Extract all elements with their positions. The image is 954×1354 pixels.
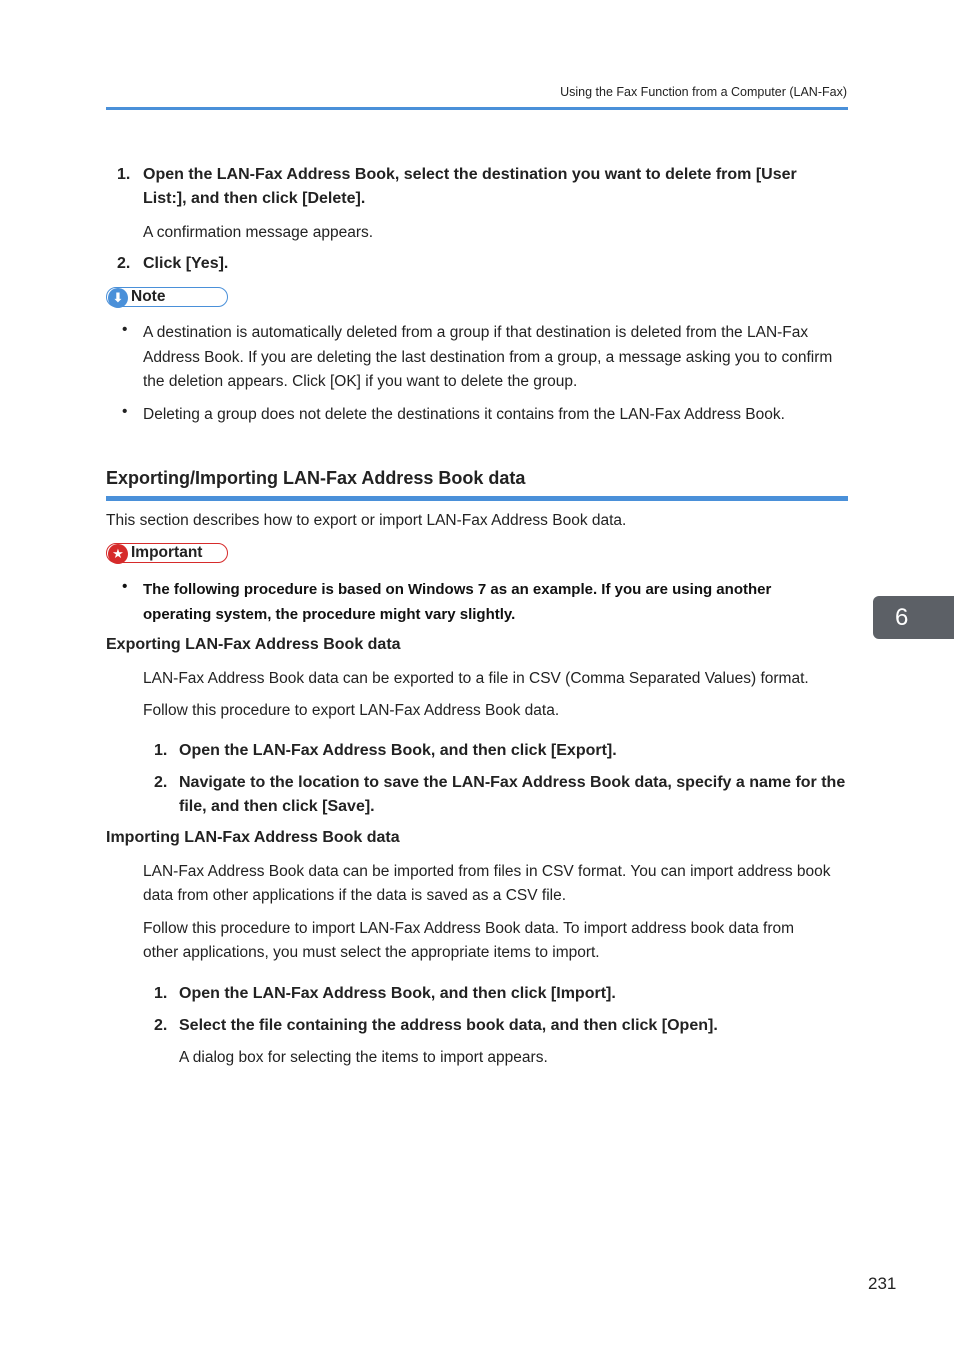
bullet-dot: • [122, 578, 128, 595]
chapter-tab: 6 [873, 596, 954, 639]
import-para-1: LAN-Fax Address Book data can be imported from files in CSV format. You can import address book data from other applications if the data is saved as a CSV file. [143, 863, 831, 904]
import-para-2: Follow this procedure to import LAN-Fax Address Book data. To import address book data from other applications, you must select the appropriate items to import. [143, 920, 795, 961]
note-bullet-text: A destination is automatically deleted from a group if that destination is deleted from the LAN-Fax Address Book. If you are deleting the last destination from a group, a message asking you to confirm the deletion appears. Click [OK] if you want to delete the group. [143, 324, 833, 390]
star-icon: ★ [108, 544, 128, 564]
step-number: 2. [117, 255, 131, 272]
import-title: Importing LAN-Fax Address Book data [106, 829, 400, 846]
export-title: Exporting LAN-Fax Address Book data [106, 636, 401, 653]
delete-result: A confirmation message appears. [143, 224, 374, 241]
import-result: A dialog box for selecting the items to import appears. [179, 1049, 548, 1066]
important-label: Important [131, 544, 203, 561]
step-number: 2. [154, 774, 168, 791]
note-badge [106, 287, 228, 307]
info-arrow-icon: ⬇ [108, 288, 128, 308]
section-title: Exporting/Importing LAN-Fax Address Book data [106, 468, 526, 488]
note-bullet-text: Deleting a group does not delete the destinations it contains from the LAN-Fax Address Book. [143, 406, 785, 423]
page-number: 231 [868, 1274, 897, 1293]
step-text: Open the LAN-Fax Address Book, and then click [Export]. [179, 742, 617, 759]
step-number: 1. [154, 742, 168, 759]
note-label: Note [131, 288, 166, 305]
step-number: 1. [117, 166, 131, 183]
export-para-1: LAN-Fax Address Book data can be exported to a file in CSV (Comma Separated Values) format. [143, 670, 809, 687]
step-number: 2. [154, 1017, 168, 1034]
important-bullet-text: The following procedure is based on Windows 7 as an example. If you are using another operating system, the procedure might vary slightly. [143, 581, 772, 623]
step-text: Navigate to the location to save the LAN-Fax Address Book data, specify a name for the file, and then click [Save]. [179, 774, 846, 815]
section-rule [106, 496, 848, 501]
step-text: Click [Yes]. [143, 255, 229, 272]
header-rule [106, 107, 848, 110]
bullet-dot: • [122, 321, 128, 338]
export-para-2: Follow this procedure to export LAN-Fax Address Book data. [143, 702, 560, 719]
step-text: Open the LAN-Fax Address Book, select the destination you want to delete from [User List:], and then click [Delete]. [143, 166, 797, 207]
important-badge [106, 543, 228, 563]
step-text: Select the file containing the address book data, and then click [Open]. [179, 1017, 718, 1034]
step-number: 1. [154, 985, 168, 1002]
bullet-dot: • [122, 403, 128, 420]
running-header: Using the Fax Function from a Computer (LAN-Fax) [560, 85, 847, 99]
section-intro: This section describes how to export or import LAN-Fax Address Book data. [106, 512, 627, 529]
step-text: Open the LAN-Fax Address Book, and then click [Import]. [179, 985, 616, 1002]
